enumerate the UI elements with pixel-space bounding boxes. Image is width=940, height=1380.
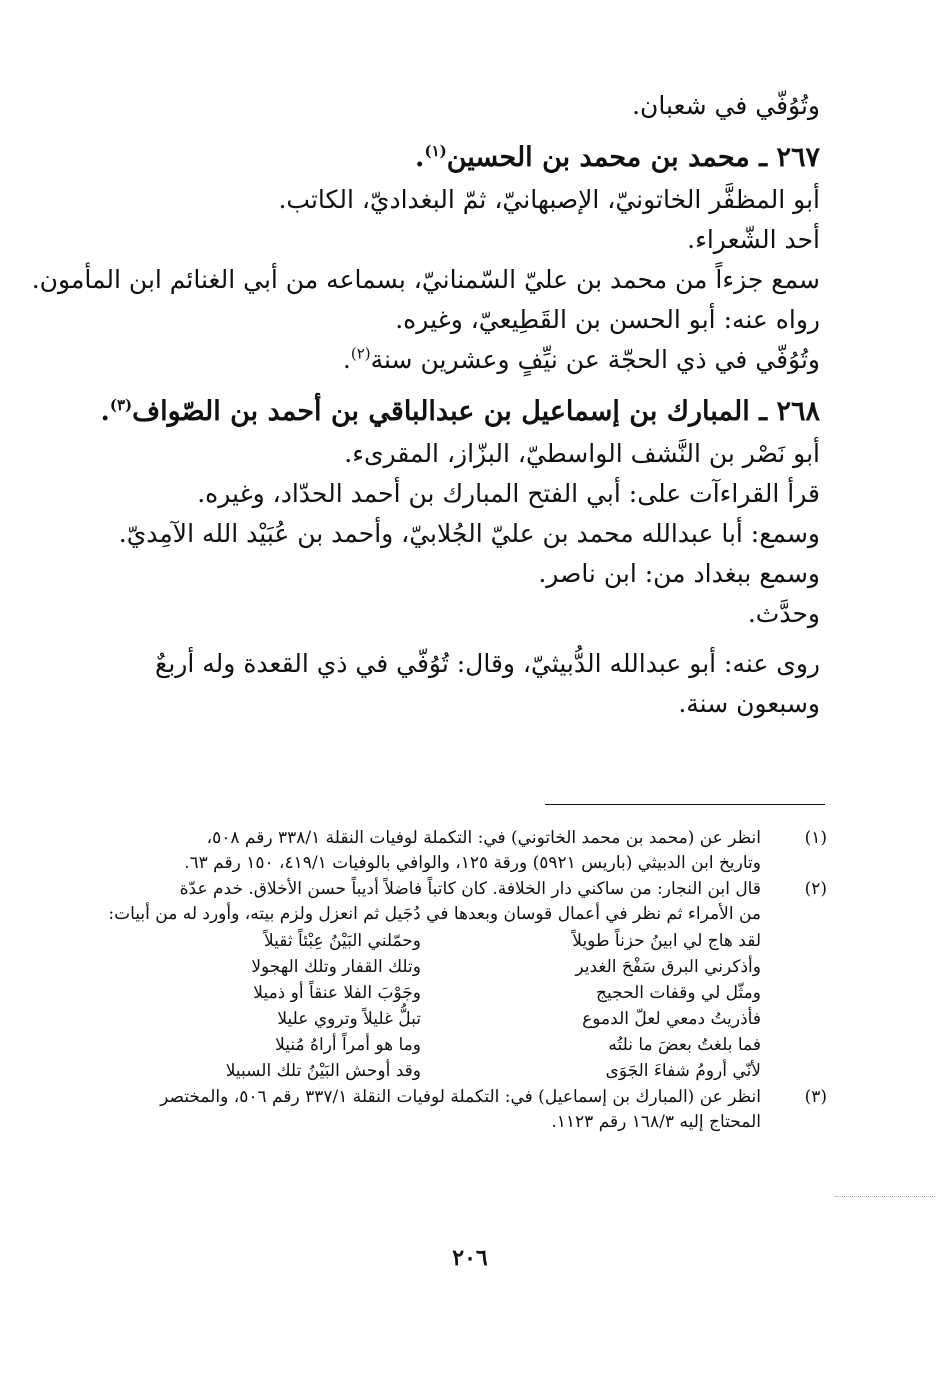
verse-second-hemistich: وتلك القفار وتلك الهجولا: [251, 957, 421, 977]
text-line: قرأ القراءآت على: أبي الفتح المبارك بن أحمد الحدّاد، وغيره.: [197, 479, 820, 508]
poem-verse: [95, 980, 761, 1006]
punctuation: .: [342, 345, 351, 374]
footnote-number: (٣): [804, 1087, 827, 1107]
poem-verse: [95, 928, 761, 954]
verse-first-hemistich: لقد هاج لي ابينُ حزناً طويلاً: [572, 931, 761, 951]
footnote-2: [95, 877, 833, 1084]
text-line: روى عنه: أبو عبدالله الدُّبيثيّ، وقال: تُوُفّي في ذي القعدة وله أربعٌ: [155, 649, 820, 678]
footnote-line: انظر عن (المبارك بن إسماعيل) في: التكملة لوفيات النقلة ٣٣٧/١ رقم ٥٠٦، والمختصر: [160, 1087, 761, 1107]
text-line: سمع جزءاً من محمد بن عليّ السّمنانيّ، بسماعه من أبي الغنائم ابن المأمون.: [31, 265, 820, 294]
text-line: أحد الشّعراء.: [687, 225, 820, 254]
text-line: أبو المظفَّر الخاتونيّ، الإصبهانيّ، ثمّ البغداديّ، الكاتب.: [278, 185, 820, 214]
verse-first-hemistich: لأنّي أرومُ شفاءَ الجَوَى: [605, 1061, 761, 1081]
poem-verse: [95, 954, 761, 980]
death-text: وتُوُفّي في ذي الحجّة عن نيِّفٍ وعشرين سنة: [370, 345, 820, 374]
text-line: أبو نَصْر بن النَّشف الواسطيّ، البزّاز، المقرىء.: [344, 439, 820, 468]
text-line: وتُوُفّي في شعبان.: [632, 91, 820, 120]
text-line: رواه عنه: أبو الحسن بن القَطِيعيّ، وغيره.: [395, 305, 820, 334]
footnote-ref: (١): [424, 142, 447, 160]
scan-artifact: [835, 1196, 935, 1203]
entry-268-heading: [100, 390, 820, 434]
entry-heading-text: ٢٦٨ ـ المبارك بن إسماعيل بن عبدالباقي بن أحمد بن الصّواف: [132, 396, 820, 427]
verse-second-hemistich: وحمّلني البَيْنُ عِبْئاً ثقيلاً: [264, 931, 421, 951]
footnote-line: انظر عن (محمد بن محمد الخاتوني) في: التكملة لوفيات النقلة ٣٣٨/١ رقم ٥٠٨،: [206, 828, 761, 848]
footnote-separator: [545, 804, 825, 805]
punctuation: .: [415, 142, 425, 173]
poem-verse: [95, 1032, 761, 1058]
punctuation: .: [100, 396, 110, 427]
footnote-1: [95, 826, 833, 876]
entry-heading-text: ٢٦٧ ـ محمد بن محمد بن الحسين: [446, 142, 820, 173]
text-line: وسمع: أبا عبدالله محمد بن عليّ الجُلابيّ، وأحمد بن عُبَيْد الله الآمِديّ.: [118, 519, 820, 548]
verse-second-hemistich: تبلُّ غليلاً وتروي عليلا: [277, 1009, 421, 1029]
text-line: وحدَّث.: [747, 599, 820, 628]
verse-first-hemistich: فأذريتُ دمعي لعلّ الدموع: [582, 1009, 761, 1029]
page-number: ٢٠٦: [452, 1245, 488, 1271]
text-line: [120, 340, 820, 380]
footnote-ref: (٣): [109, 396, 133, 414]
footnote-number: (٢): [804, 879, 827, 899]
verse-first-hemistich: ومثّل لي وقفات الحجيج: [596, 983, 761, 1003]
footnote-line: من الأمراء ثم نظر في أعمال قوسان وبعدها في دُجَيل ثم انعزل ولزم بيته، وأورد له من أبيات:: [108, 904, 761, 924]
footnote-3: [95, 1085, 833, 1135]
footnote-line: المحتاج إليه ١٦٨/٣ رقم ١١٢٣.: [551, 1112, 761, 1132]
footnotes: [95, 826, 833, 1135]
verse-second-hemistich: وقد أوحش البَيْنُ تلك السبيلا: [225, 1061, 421, 1081]
main-text: [31, 86, 820, 724]
footnote-number: (١): [804, 828, 827, 848]
footnote-line: قال ابن النجار: من ساكني دار الخلافة. كان كاتباً فاضلاً أديباً حسن الأخلاق. خدم عدّة: [179, 879, 761, 899]
footnote-line: وتاريخ ابن الدبيثي (باريس ٥٩٢١) ورقة ١٢٥، والوافي بالوفيات ٤١٩/١، ١٥٠ رقم ٦٣.: [184, 853, 761, 873]
text-line: وسمع ببغداد من: ابن ناصر.: [538, 559, 820, 588]
poem: [95, 928, 761, 1084]
poem-verse: [95, 1058, 761, 1084]
footnote-ref: (٢): [350, 344, 371, 363]
verse-second-hemistich: وما هو أمراً أراهُ مُنيلا: [275, 1035, 421, 1055]
text-line: وسبعون سنة.: [678, 689, 820, 718]
entry-267-heading: [120, 136, 820, 180]
verse-second-hemistich: وجَوْبَ الفلا عنقاً أو ذميلا: [253, 983, 421, 1003]
poem-verse: [95, 1006, 761, 1032]
verse-first-hemistich: فما بلغتُ بعضَ ما نلتُه: [608, 1035, 761, 1055]
verse-first-hemistich: وأذكرني البرق سَفْحَ الغدير: [575, 957, 761, 977]
